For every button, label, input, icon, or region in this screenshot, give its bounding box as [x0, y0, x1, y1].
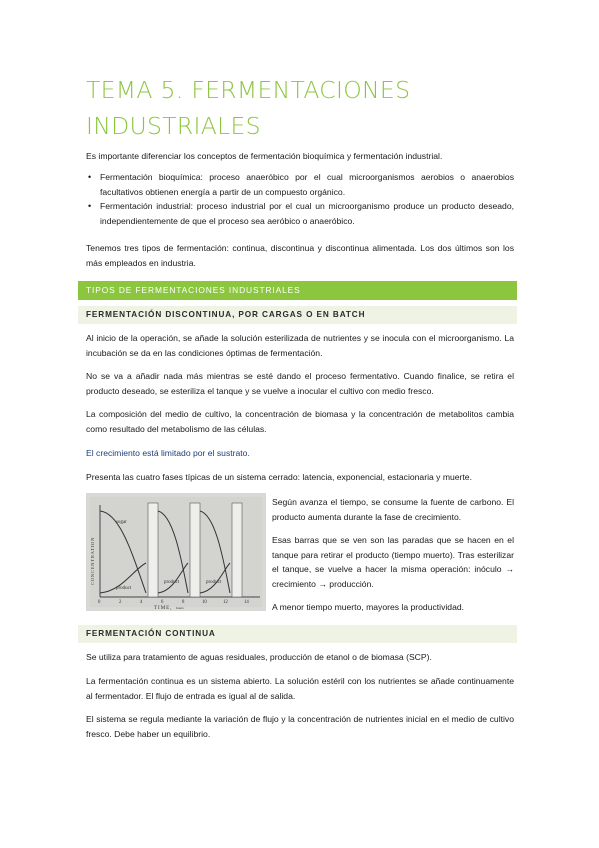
- types-paragraph: Tenemos tres tipos de fermentación: continua, discontinua y discontinua alimentada. Los dos últimos son los más empleados en industria.: [86, 243, 514, 268]
- batch-phases-paragraph: Presenta las cuatro fases típicas de un sistema cerrado: latencia, exponencial, estacionaria y muerte.: [86, 472, 472, 482]
- bullet-icon: •: [88, 201, 92, 212]
- intro-paragraph: Es importante diferenciar los conceptos de fermentación bioquímica y fermentación industrial.: [86, 151, 443, 161]
- x-tick-label: 14: [244, 600, 249, 605]
- curve-label: sugar: [116, 520, 127, 525]
- bullet-text: Fermentación industrial: proceso industrial por el cual un microorganismo produce un producto deseado, independientemente de que el proceso sea aeróbico o anaeróbico.: [100, 201, 514, 226]
- subheading-continuous: FERMENTACIÓN CONTINUA: [78, 625, 517, 643]
- bullet-text: Fermentación bioquímica: proceso anaeróbico por el cual microorganismos aerobios o anaerobios facultativos obtienen energía a partir de un compuesto orgánico.: [100, 172, 514, 197]
- x-tick-label: 10: [202, 600, 207, 605]
- page-title: TEMA 5. FERMENTACIONES INDUSTRIALES: [86, 76, 411, 140]
- batch-paragraph-3: La composición del medio de cultivo, la concentración de biomasa y la concentración de metabolitos cambia como resultado del metabolismo de las células.: [86, 409, 514, 434]
- continuous-paragraph-3: El sistema se regula mediante la variación de flujo y la concentración de nutrientes inicial en el medio de cultivo fresco. Debe haber un equilibrio.: [86, 714, 514, 739]
- y-axis-label: CONCENTRATION: [90, 536, 95, 585]
- curve-label: product: [164, 580, 180, 585]
- figure-text-3: A menor tiempo muerto, mayores la productividad.: [272, 602, 465, 612]
- x-tick-label: 2: [119, 600, 122, 605]
- x-tick-label: 12: [223, 600, 228, 605]
- continuous-paragraph-2: La fermentación continua es un sistema abierto. La solución estéril con los nutrientes se añade continuamente al fermentador. El flujo de entrada es igual al de salida.: [86, 676, 514, 701]
- x-axis-label: TIME,: [154, 606, 173, 611]
- downtime-bar: [148, 503, 158, 597]
- downtime-bar: [232, 503, 242, 597]
- figure-text-2: Esas barras que se ven son las paradas que se hacen en el tanque para retirar el producto (tiempo muerto). Tras esterilizar el tanque, se vuelve a hacer la misma operación: inóculo → crecimiento → producción.: [272, 535, 514, 589]
- curve-label: product: [206, 580, 222, 585]
- batch-paragraph-2: No se va a añadir nada más mientras se esté dando el proceso fermentativo. Cuando finalice, se retira el producto deseado, se esteriliza el tanque y se vuelve a inocular el cultivo con medio fresco.: [86, 371, 514, 396]
- x-tick-label: 4: [140, 600, 143, 605]
- batch-growth-figure: [86, 493, 266, 611]
- x-tick-label: 8: [182, 600, 185, 605]
- x-tick-label: 6: [161, 600, 164, 605]
- batch-limited-note: El crecimiento está limitado por el sustrato.: [86, 448, 250, 458]
- curve-label: product: [116, 586, 132, 591]
- subheading-batch: FERMENTACIÓN DISCONTINUA, POR CARGAS O EN BATCH: [78, 306, 517, 324]
- section-banner: TIPOS DE FERMENTACIONES INDUSTRIALES: [78, 281, 517, 300]
- figure-text-1: Según avanza el tiempo, se consume la fuente de carbono. El producto aumenta durante la fase de crecimiento.: [272, 497, 514, 522]
- continuous-paragraph-1: Se utiliza para tratamiento de aguas residuales, producción de etanol o de biomasa (SCP).: [86, 652, 432, 662]
- x-tick-label: 0: [98, 600, 101, 605]
- batch-paragraph-1: Al inicio de la operación, se añade la solución esterilizada de nutrientes y se inocula con el microorganismo. La incubación se da en las condiciones óptimas de fermentación.: [86, 333, 514, 358]
- definition-list: [86, 170, 514, 228]
- list-item: [86, 170, 514, 199]
- downtime-bar: [190, 503, 200, 597]
- list-item: [86, 199, 514, 228]
- x-axis-unit: hours: [176, 606, 184, 610]
- bullet-icon: •: [88, 172, 92, 182]
